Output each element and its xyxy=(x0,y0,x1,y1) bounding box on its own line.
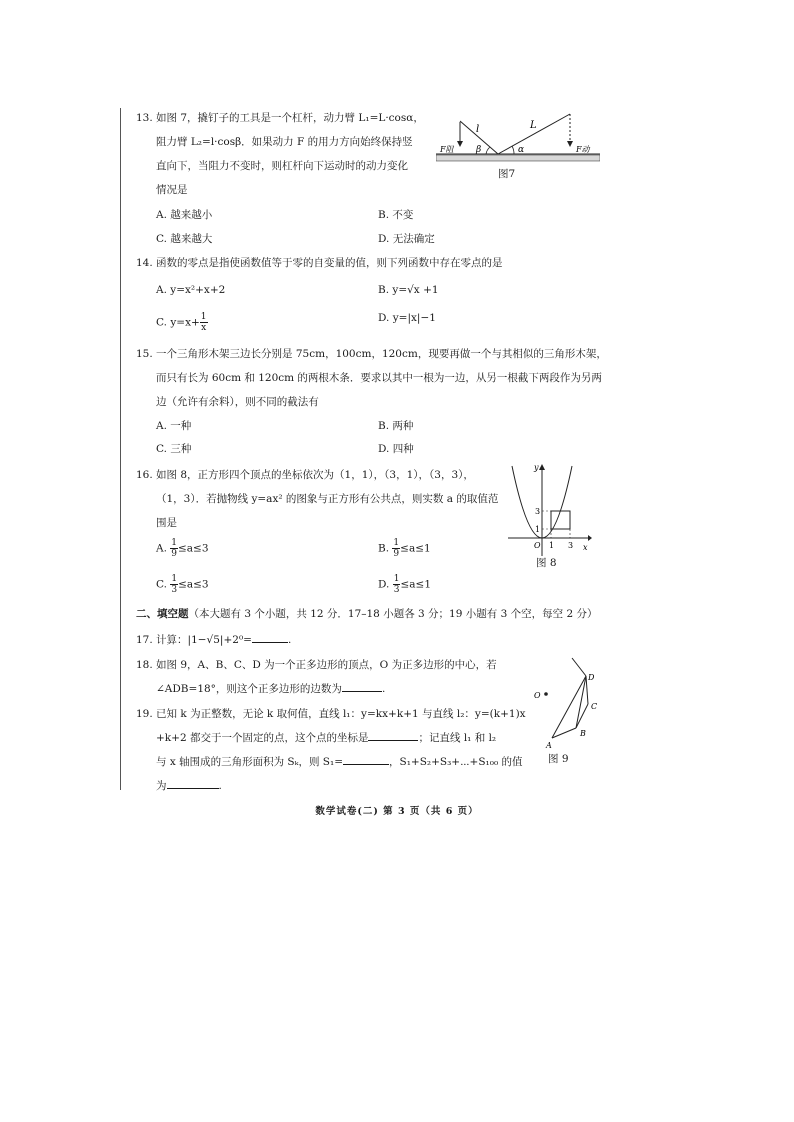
label-alpha: α xyxy=(518,145,525,155)
fraction-numerator: 1 xyxy=(393,538,400,548)
q13-line3: 直向下，当阻力不变时，则杠杆向下运动时的动力变化 xyxy=(156,160,408,172)
option-label: B. xyxy=(378,542,390,555)
option-fraction xyxy=(170,538,178,559)
option-fraction xyxy=(170,574,178,595)
label-o: O xyxy=(534,691,541,700)
label-l: l xyxy=(476,124,480,135)
q13-option-c: C. 越来越大 xyxy=(156,233,213,245)
q13-line4: 情况是 xyxy=(156,184,188,196)
q16-option-c xyxy=(156,574,209,595)
q19-answer-blank-1[interactable] xyxy=(368,740,418,741)
q19-answer-blank-3[interactable] xyxy=(167,788,219,789)
fraction-numerator: 1 xyxy=(171,574,178,584)
q19-line3 xyxy=(156,754,523,769)
q17-answer-blank[interactable] xyxy=(252,642,288,643)
figure-9-caption: 图 9 xyxy=(548,753,569,765)
section2-note: （本大题有 3 个小题，共 12 分．17–18 小题各 3 分；19 小题有 3 个空，每空 2 分） xyxy=(188,608,598,620)
q14-option-c-fraction xyxy=(200,312,208,333)
fraction-denominator: 9 xyxy=(393,549,400,559)
q18-line1: 18. 如图 9，A、B、C、D 为一个正多边形的顶点，O 为正多边形的中心，若 xyxy=(136,659,497,671)
figure-9-polygon xyxy=(530,656,604,752)
q17-line xyxy=(136,632,291,647)
q15-option-d: D. 四种 xyxy=(378,443,414,455)
q16-line2: （1，3）．若抛物线 y=ax² 的图象与正方形有公共点，则实数 a 的取值范 xyxy=(156,493,499,505)
axis-y-label: y xyxy=(534,463,539,472)
q18-line2 xyxy=(156,681,385,696)
fraction-numerator: 1 xyxy=(393,574,400,584)
q19-text-3b: ，S₁+S₂+S₃+⋯+S₁₀₀ 的值 xyxy=(389,756,523,768)
label-a: A xyxy=(546,741,552,750)
q13-line1: 13. 如图 7，撬钉子的工具是一个杠杆，动力臂 L₁=L·cosα， xyxy=(136,112,424,124)
label-b: B xyxy=(580,729,586,738)
q19-end: . xyxy=(218,780,222,792)
q18-text: ∠ADB=18°，则这个正多边形的边数为 xyxy=(156,683,342,695)
q16-line1: 16. 如图 8，正方形四个顶点的坐标依次为（1，1），（3，1），（3，3）， xyxy=(136,469,474,481)
figure-8-caption: 图 8 xyxy=(536,557,557,569)
option-inequality: ≤a≤1 xyxy=(400,578,432,591)
axis-x-label: x xyxy=(583,543,588,552)
section2-title: 二、填空题 xyxy=(136,608,189,620)
option-inequality: ≤a≤1 xyxy=(400,542,431,555)
q13-option-b: B. 不变 xyxy=(378,209,414,221)
q19-line1: 19. 已知 k 为正整数，无论 k 取何值，直线 l₁：y=kx+k+1 与直线 l₂：y=(k+1)x xyxy=(136,708,526,720)
q18-answer-blank[interactable] xyxy=(342,691,382,692)
option-label: A. xyxy=(156,542,167,555)
margin-line xyxy=(120,108,121,790)
label-beta: β xyxy=(476,145,482,155)
q16-option-d xyxy=(378,574,431,595)
q14-option-c-text: C. y=x+ xyxy=(156,316,200,329)
label-f-resist: F阻 xyxy=(440,145,454,154)
label-f-drive: F动 xyxy=(576,145,590,154)
q15-line3: 边（允许有余料），则不同的截法有 xyxy=(156,396,319,408)
option-label: D. xyxy=(378,578,390,591)
q13-line2: 阻力臂 L₂=l·cosβ．如果动力 F 的用力方向始终保持竖 xyxy=(156,136,413,148)
fraction-numerator: 1 xyxy=(171,538,177,548)
q15-line2: 而只有长为 60cm 和 120cm 的两根木条．要求以其中一根为一边，从另一根截下两段作为另两 xyxy=(156,372,602,384)
page-footer: 数学试卷(二) 第 3 页（共 6 页） xyxy=(315,806,479,817)
option-fraction xyxy=(392,538,400,559)
label-L: L xyxy=(530,120,537,131)
tick-y-3: 3 xyxy=(535,507,541,516)
option-inequality: ≤a≤3 xyxy=(178,542,209,555)
q17-end: . xyxy=(287,634,292,646)
figure-7-lever xyxy=(436,108,600,182)
q19-text-2b: ；记直线 l₁ 和 l₂ xyxy=(418,732,497,744)
option-label: C. xyxy=(156,578,167,591)
q19-text-4a: 为 xyxy=(156,780,167,792)
q13-option-a: A. 越来越小 xyxy=(156,209,213,221)
q14-option-b: B. y=√x +1 xyxy=(378,284,439,296)
ground-hatch xyxy=(436,155,600,161)
q19-text-2a: +k+2 都交于一个固定的点，这个点的坐标是 xyxy=(156,732,369,744)
label-c: C xyxy=(591,702,598,711)
q15-line1: 15. 一个三角形木架三边长分别是 75cm，100cm，120cm，现要再做一个与其相似的三角形木架， xyxy=(136,348,607,360)
fraction-denominator: 3 xyxy=(393,585,400,595)
tick-x-3: 3 xyxy=(568,541,574,550)
tick-x-1: 1 xyxy=(549,541,555,550)
q14-line1: 14. 函数的零点是指使函数值等于零的自变量的值，则下列函数中存在零点的是 xyxy=(136,257,503,269)
origin-label: O xyxy=(534,541,541,550)
fraction-denominator: 9 xyxy=(171,549,177,559)
q15-option-b: B. 两种 xyxy=(378,420,414,432)
q14-option-a: A. y=x²+x+2 xyxy=(156,284,226,296)
q19-line2 xyxy=(156,730,496,745)
q13-option-d: D. 无法确定 xyxy=(378,233,435,245)
fraction-numerator: 1 xyxy=(200,312,207,322)
q14-option-d: D. y=|x|−1 xyxy=(378,312,436,324)
q16-line3: 围是 xyxy=(156,517,177,529)
q17-text: 17. 计算：|1−√5|+2⁰= xyxy=(136,634,252,646)
q19-text-3a: 与 x 轴围成的三角形面积为 Sₖ，则 S₁= xyxy=(156,756,343,768)
section2-heading xyxy=(136,606,597,621)
label-d: D xyxy=(588,673,595,682)
q19-answer-blank-2[interactable] xyxy=(343,764,389,765)
tick-y-1: 1 xyxy=(535,525,541,534)
q16-option-b xyxy=(378,538,431,559)
q19-line4 xyxy=(156,778,222,793)
q16-option-a xyxy=(156,538,209,559)
center-point xyxy=(544,692,548,696)
option-inequality: ≤a≤3 xyxy=(178,578,209,591)
figure-7-caption: 图7 xyxy=(498,168,516,180)
figure-8-parabola xyxy=(500,462,592,558)
q15-option-a: A. 一种 xyxy=(156,420,192,432)
fraction-denominator: x xyxy=(201,323,207,333)
fraction-denominator: 3 xyxy=(171,585,178,595)
q14-option-c xyxy=(156,312,208,333)
q15-option-c: C. 三种 xyxy=(156,443,192,455)
q18-end: . xyxy=(381,683,386,695)
